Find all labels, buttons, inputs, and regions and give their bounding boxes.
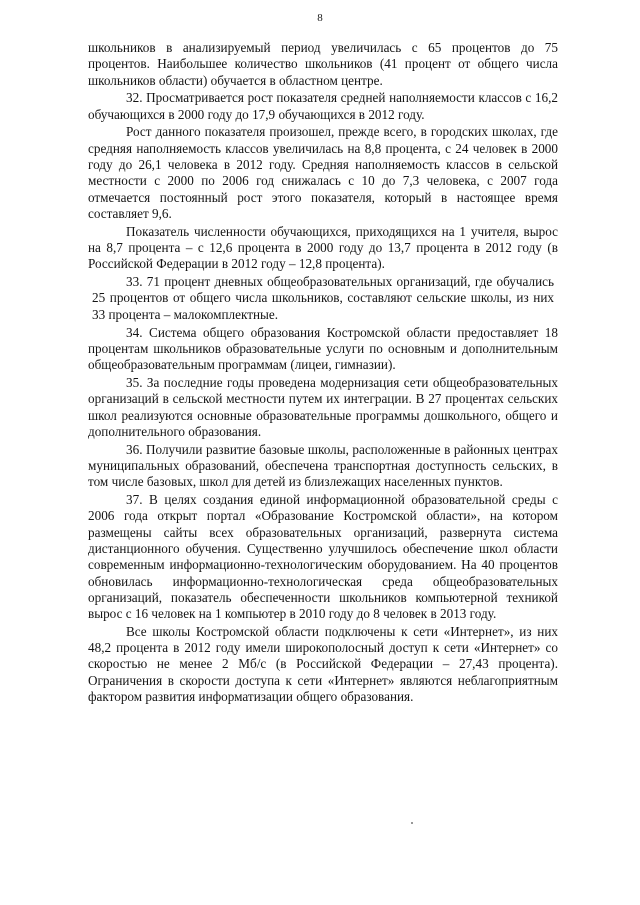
paragraph-34: 34. Система общего образования Костромской области предоставляет 18 процентам школьников образовательные услуги по основным и дополнительным общеобразовательным программам (лицеи, гимназии).	[88, 324, 558, 373]
paragraph-35: 35. За последние годы проведена модернизация сети общеобразовательных организаций в сельской местности путем их интеграции. В 27 процентах сельских школ реализуются основные образовательные программы дошкольного, общего и дополнительного образования.	[88, 374, 558, 439]
paragraph-36: 36. Получили развитие базовые школы, расположенные в районных центрах муниципальных образований, обеспечена транспортная доступность сельских, в том числе базовых, школ для детей из близлежащих населенных пунктов.	[88, 441, 558, 490]
document-body	[88, 40, 558, 707]
paragraph-class-size: Рост данного показателя произошел, прежде всего, в городских школах, где средняя наполняемость классов увеличилась на 8,8 процента, с 24 человек в 2000 году до 26,1 человека в 2012 году. Средняя наполняемость классов в сельской местности с 2000 по 2006 год снижалась с 10 до 7,3 человека, с 2007 года отмечается постоянный рост этого показателя, который в настоящее время составляет 9,6.	[88, 124, 558, 221]
scan-speck	[411, 822, 413, 824]
page-number: 8	[317, 12, 323, 24]
paragraph-students-per-teacher: Показатель численности обучающихся, приходящихся на 1 учителя, вырос на 8,7 процента – с 12,6 процента в 2000 году до 13,7 процента в 2012 году (в Российской Федерации в 2012 году – 12,8 процента).	[88, 223, 558, 272]
paragraph-internet: Все школы Костромской области подключены к сети «Интернет», из них 48,2 процента в 2012 году имели широкополосный доступ к сети «Интернет» со скоростью не менее 2 Мб/с (в Российской Федерации – 27,43 процента). Ограничения в скорости доступа к сети «Интернет» являются неблагоприятным фактором развития информатизации общего образования.	[88, 623, 558, 705]
paragraph-32: 32. Просматривается рост показателя средней наполняемости классов с 16,2 обучающихся в 2000 году до 17,9 обучающихся в 2012 году.	[88, 90, 558, 122]
paragraph-33: 33. 71 процент дневных общеобразовательных организаций, где обучались 25 процентов от общего числа школьников, составляют сельские школы, из них 33 процента – малокомплектные.	[92, 274, 554, 322]
paragraph-continuation: школьников в анализируемый период увеличилась с 65 процентов до 75 процентов. Наибольшее количество школьников (41 процент от общего числа школьников области) обучается в областном центре.	[88, 40, 558, 88]
paragraph-37: 37. В целях создания единой информационной образовательной среды с 2006 года открыт портал «Образование Костромской области», на котором размещены сайты всех образовательных организаций, развернута система дистанционного обучения. Существенно улучшилось обеспечение школ области современным информационно-технологическим оборудованием. На 40 процентов обновилась информационно-технологическая среда общеобразовательных организаций, показатель обеспеченности школьников компьютерной техникой вырос с 16 человек на 1 компьютер в 2010 году до 8 человек в 2013 году.	[88, 492, 558, 622]
